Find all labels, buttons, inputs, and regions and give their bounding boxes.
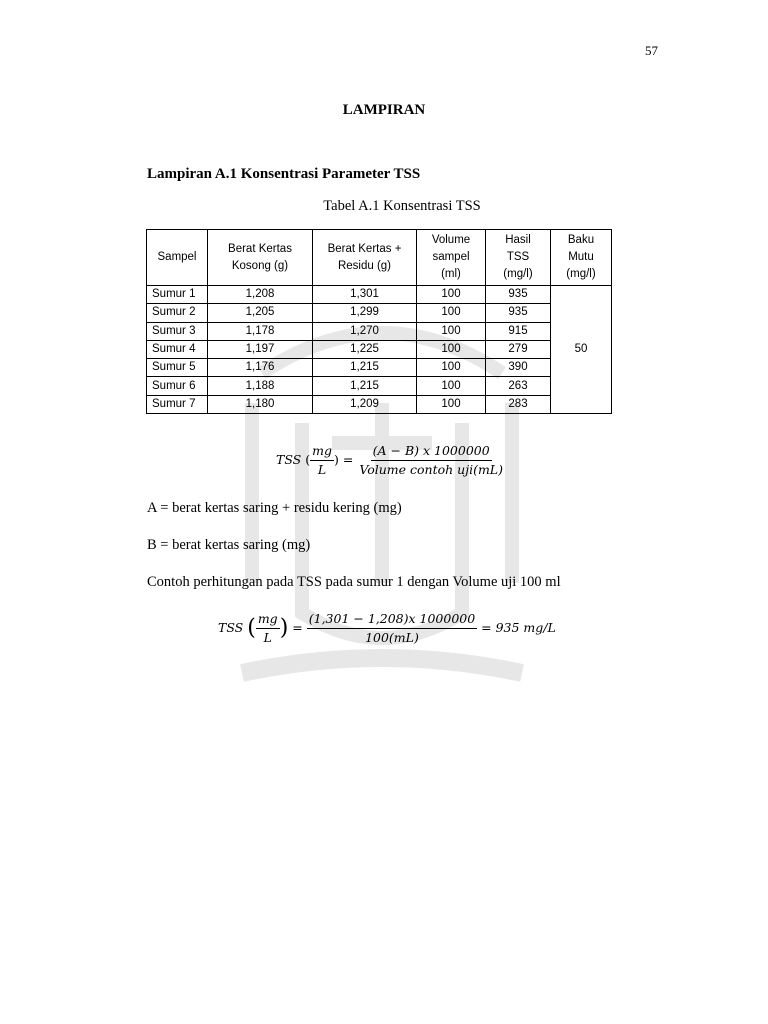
- formula-lhs: TSS: [218, 620, 244, 635]
- formula-equals: =: [292, 620, 303, 635]
- cell-sampel: Sumur 3: [147, 322, 208, 340]
- table-row: [147, 340, 612, 358]
- header-volume: Volume sampel (ml): [417, 230, 486, 286]
- header-hasil-tss: Hasil TSS (mg/l): [486, 230, 551, 286]
- tss-table: [146, 229, 612, 414]
- formula-unit: $\frac{mg}{L}$: [312, 443, 332, 477]
- cell-hasil: 915: [486, 322, 551, 340]
- table-header-row: [147, 230, 612, 286]
- table-row: [147, 395, 612, 413]
- cell-volume: 100: [417, 322, 486, 340]
- formula-equals: =: [342, 452, 354, 467]
- cell-sampel: Sumur 2: [147, 304, 208, 322]
- cell-residu: 1,299: [313, 304, 417, 322]
- cell-sampel: Sumur 6: [147, 377, 208, 395]
- cell-kosong: 1,176: [208, 359, 313, 377]
- definition-b: B = berat kertas saring (mg): [147, 537, 311, 553]
- page-heading: LAMPIRAN: [342, 102, 426, 118]
- cell-residu: 1,225: [313, 340, 417, 358]
- tss-formula: TSS ( $\frac{mg}{L}$ ) = $\frac{(A - B) x 1000000}{\text{Volume contoh uji(mL)}}$: [276, 443, 503, 477]
- definition-a: A = berat kertas saring + residu kering (mg): [147, 500, 402, 516]
- header-berat-kosong: Berat Kertas Kosong (g): [208, 230, 313, 286]
- cell-residu: 1,215: [313, 377, 417, 395]
- cell-volume: 100: [417, 395, 486, 413]
- cell-hasil: 390: [486, 359, 551, 377]
- cell-residu: 1,301: [313, 286, 417, 304]
- formula-result: = 935 mg/L: [481, 620, 556, 635]
- cell-kosong: 1,208: [208, 286, 313, 304]
- cell-sampel: Sumur 4: [147, 340, 208, 358]
- formula-fraction: $\frac{(1,301 - 1,208)x 1000000}{100(mL)}$: [308, 611, 476, 645]
- cell-kosong: 1,197: [208, 340, 313, 358]
- cell-sampel: Sumur 5: [147, 359, 208, 377]
- cell-sampel: Sumur 7: [147, 395, 208, 413]
- tss-example-formula: TSS ( $\frac{mg}{L}$ ) = $\frac{(1,301 - 1,208)x 1000000}{100(mL)}$ = 935 mg/L: [218, 611, 556, 645]
- cell-residu: 1,215: [313, 359, 417, 377]
- cell-hasil: 283: [486, 395, 551, 413]
- cell-volume: 100: [417, 359, 486, 377]
- table-row: [147, 377, 612, 395]
- cell-kosong: 1,188: [208, 377, 313, 395]
- cell-kosong: 1,205: [208, 304, 313, 322]
- section-title: Lampiran A.1 Konsentrasi Parameter TSS: [147, 166, 421, 182]
- cell-hasil: 279: [486, 340, 551, 358]
- cell-kosong: 1,180: [208, 395, 313, 413]
- formula-lhs: TSS: [276, 452, 302, 467]
- table-row: [147, 322, 612, 340]
- cell-kosong: 1,178: [208, 322, 313, 340]
- formula-fraction: $\frac{(A - B) x 1000000}{\text{Volume contoh uji(mL)}}$: [359, 443, 503, 477]
- cell-volume: 100: [417, 286, 486, 304]
- table-caption: Tabel A.1 Konsentrasi TSS: [323, 198, 481, 214]
- cell-volume: 100: [417, 377, 486, 395]
- table-row: [147, 359, 612, 377]
- formula-unit: $\frac{mg}{L}$: [257, 611, 278, 645]
- table-row: [147, 286, 612, 304]
- table-row: [147, 304, 612, 322]
- cell-hasil: 935: [486, 304, 551, 322]
- example-text: Contoh perhitungan pada TSS pada sumur 1 dengan Volume uji 100 ml: [147, 574, 561, 590]
- cell-hasil: 935: [486, 286, 551, 304]
- cell-volume: 100: [417, 304, 486, 322]
- page-number: 57: [645, 43, 658, 58]
- cell-residu: 1,209: [313, 395, 417, 413]
- header-sampel: Sampel: [147, 230, 208, 286]
- cell-residu: 1,270: [313, 322, 417, 340]
- cell-sampel: Sumur 1: [147, 286, 208, 304]
- header-berat-residu: Berat Kertas + Residu (g): [313, 230, 417, 286]
- cell-baku-mutu: 50: [551, 286, 612, 414]
- header-baku-mutu: Baku Mutu (mg/l): [551, 230, 612, 286]
- cell-hasil: 263: [486, 377, 551, 395]
- cell-volume: 100: [417, 340, 486, 358]
